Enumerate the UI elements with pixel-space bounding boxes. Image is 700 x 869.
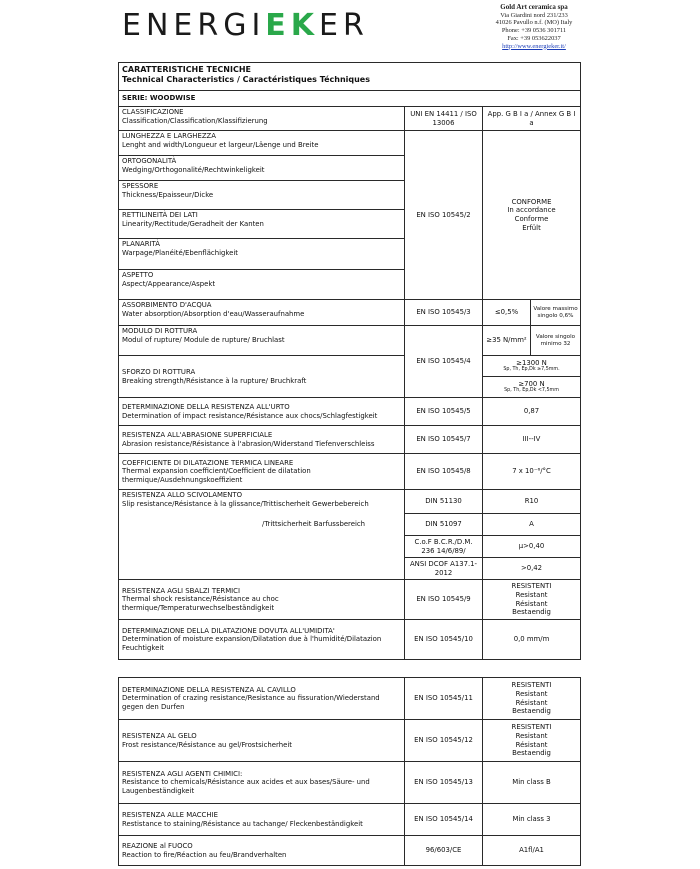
row-abrasione: RESISTENZA ALL'ABRASIONE SUPERFICIALE Abrasion resistance/Résistance à l'abrasion/Widerstand Tiefenverschleiss [119,426,405,454]
row-scivolamento-cont [119,536,405,580]
series-name: SERIE: WOODWISE [119,91,581,107]
company-fax: Fax: +39 053622037 [507,34,561,42]
norm-urto: EN ISO 10545/5 [405,398,483,426]
value-classificazione: App. G B I a / Annex G B I a [483,107,581,131]
row-lunghezza: LUNGHEZZA E LARGHEZZA Lenght and width/Longueur et largeur/Läenge und Breite [119,131,405,156]
note-modulo: Valore singolo minimo 32 [531,326,581,356]
row-assorbimento: ASSORBIMENTO D'ACQUA Water absorption/Absorption d'eau/Wasseraufnahme [119,300,405,326]
value-macchie: Min class 3 [483,804,581,836]
row-cavillo: DETERMINAZIONE DELLA RESISTENZA AL CAVILLO Determination of crazing resistance/Resistance au fissuration/Wiederstand gegen den Durfen [119,678,405,720]
company-name: Gold Art ceramica spa [500,3,568,11]
row-umidita: DETERMINAZIONE DELLA DILATAZIONE DOVUTA ALL'UMIDITA' Determination of moisture expansion/Dilatation due à l'humidité/Dilatazion Feuchtigkeit [119,620,405,660]
norm-umidita: EN ISO 10545/10 [405,620,483,660]
row-urto: DETERMINAZIONE DELLA RESISTENZA ALL'URTO Determination of impact resistance/Résistance aux chocs/Schlagfestigkeit [119,398,405,426]
row-fuoco: REAZIONE al FUOCO Reaction to fire/Réaction au feu/Brandverhalten [119,836,405,866]
row-sforzo: SFORZO DI ROTTURA Breaking strength/Résistance à la rupture/ Bruchkraft [119,356,405,398]
value-urto: 0,87 [483,398,581,426]
company-phone: Phone: +39 0536 301711 [501,27,567,35]
norm-din51130: DIN 51130 [405,490,483,514]
value-din51097: A [483,514,581,536]
norm-ansi: ANSI DCOF A137.1-2012 [405,558,483,580]
value-sforzo-1: ≥1300 N Sp, Th, Ep,Dk ≥7,5mm. [483,356,581,377]
row-modulo: MODULO DI ROTTURA Modul of rupture/ Module de rupture/ Bruchlast [119,326,405,356]
norm-din51097: DIN 51097 [405,514,483,536]
value-cavillo: RESISTENTI Resistant Résistant Bestaendig [483,678,581,720]
company-address: Via Giardini nord 231/233 [500,11,568,19]
company-info [478,4,590,50]
row-macchie: RESISTENZA ALLE MACCHIE Restistance to staining/Résistance au tachange/ Fleckenbeständigkeit [119,804,405,836]
value-sforzo-2: ≥700 N Sp, Th, Ep,Dk <7,5mm [483,377,581,398]
norm-dilatazione: EN ISO 10545/8 [405,454,483,490]
technical-table-secondary [118,677,581,866]
row-dilatazione: COEFFICIENTE DI DILATAZIONE TERMICA LINEARE Thermal expansion coefficient/Coefficient de dilatation thermique/Ausdehnungskoeffizient [119,454,405,490]
norm-gelo: EN ISO 10545/12 [405,720,483,762]
technical-table-main [118,62,581,660]
energieker-logo: ENERGIEKER [122,8,369,43]
row-chimici: RESISTENZA AGLI AGENTI CHIMICI: Resistance to chemicals/Résistance aux acides et aux bases/Säure- und Laugenbeständigkeit [119,762,405,804]
norm-rottura: EN ISO 10545/4 [405,326,483,398]
row-planarita: PLANARITÀ Warpage/Planéité/Ebenflächigkeit [119,239,405,270]
value-din51130: R10 [483,490,581,514]
value-ansi: >0,42 [483,558,581,580]
value-dilatazione: 7 x 10⁻⁶/°C [483,454,581,490]
norm-bcr: C.o.F B.C.R./D.M. 236 14/6/89/ [405,536,483,558]
row-scivolamento: RESISTENZA ALLO SCIVOLAMENTO Slip resistance/Résistance à la glissance/Trittischerheit Gewerbebereich /Trittsicherheit Barfussbereich [119,490,405,536]
value-gelo: RESISTENTI Resistant Résistant Bestaendig [483,720,581,762]
row-classificazione: CLASSIFICAZIONE Classification/Classification/Klassifizierung [119,107,405,131]
value-sbalzi: RESISTENTI Resistant Résistant Bestaendig [483,580,581,620]
value-modulo: ≥35 N/mm² [483,326,531,356]
value-abrasione: III--IV [483,426,581,454]
row-aspetto: ASPETTO Aspect/Appearance/Aspekt [119,270,405,300]
row-sbalzi: RESISTENZA AGLI SBALZI TERMICI Thermal shock resistance/Résistance au choc thermique/Temperaturwechselbeständigkeit [119,580,405,620]
norm-chimici: EN ISO 10545/13 [405,762,483,804]
value-dimensional: CONFORME In accordance Conforme Erfült [483,131,581,300]
row-rettilineita: RETTILINEITÀ DEI LATI Linearity/Rectitude/Geradheit der Kanten [119,210,405,239]
note-assorbimento: Valore massimo singolo 0,6% [531,300,581,326]
norm-fuoco: 96/603/CE [405,836,483,866]
value-chimici: Min class B [483,762,581,804]
logo-accent: EK [265,8,320,43]
norm-classificazione: UNI EN 14411 / ISO 13006 [405,107,483,131]
row-ortogonalita: ORTOGONALITÀ Wedging/Orthogonalité/Rechtwinkeligkeit [119,156,405,181]
norm-cavillo: EN ISO 10545/11 [405,678,483,720]
row-spessore: SPESSORE Thickness/Epaisseur/Dicke [119,181,405,210]
value-fuoco: A1fl/A1 [483,836,581,866]
table-title: CARATTERISTICHE TECNICHE Technical Characteristics / Caractéristiques Téchniques [119,63,581,91]
value-assorbimento: ≤0,5% [483,300,531,326]
value-umidita: 0,0 mm/m [483,620,581,660]
company-city: 41026 Pavullo n.f. (MO) Italy [495,19,573,27]
norm-abrasione: EN ISO 10545/7 [405,426,483,454]
value-bcr: µ>0,40 [483,536,581,558]
norm-macchie: EN ISO 10545/14 [405,804,483,836]
norm-sbalzi: EN ISO 10545/9 [405,580,483,620]
norm-dimensional: EN ISO 10545/2 [405,131,483,300]
company-url[interactable]: http://www.energieker.it/ [502,42,566,50]
norm-assorbimento: EN ISO 10545/3 [405,300,483,326]
row-gelo: RESISTENZA AL GELO Frost resistance/Résistance au gel/Frostsicherheit [119,720,405,762]
